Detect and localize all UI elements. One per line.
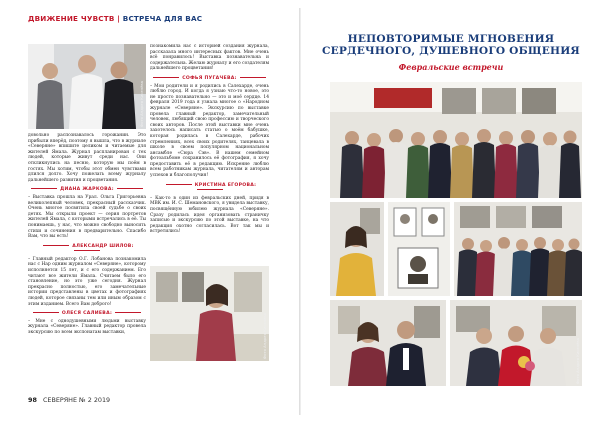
speaker-name: СОФЬЯ ПУГАЧЕВА:	[150, 76, 269, 82]
running-head-rubric: ВСТРЕЧА ДЛЯ ВАС	[122, 14, 203, 23]
quote-paragraph: – Как-то в один из февральских дней, придя в МВК им. И. С. Шемановского, я увидела выставку, посвящённую юбилею журнала «Северяне». Сразу родилась идея организовать страничку записью и экскурсию по этой выставке, на что редакция охотно согласилась. Вот так мы и встретились!	[150, 195, 269, 235]
speaker-name: АЛЕКСАНДР ШИЛОВ:	[28, 244, 146, 255]
photo-credit: Фото Андрея Киселёва	[262, 312, 267, 359]
quote-paragraph: – Главный редактор О.Г. Лобанова познакомила нас с Нар одним журналом «Северяне», которому исполняется 15 лет, и с его содержанием. Его читают все жители Ямала. Считаем было его становление, но это уже сегодня. Журнал прекрасно полностью, его замечательные истории представлены в цветах и фотографиях людей, которое связаны тем или иным образом с этим изданием. Всего Вам доброго!	[28, 256, 146, 307]
folio	[28, 396, 110, 404]
headline-line-1: НЕПОВТОРИМЫЕ МГНОВЕНИЯ	[347, 33, 555, 45]
running-head-separator: |	[117, 14, 121, 23]
page-gutter	[299, 8, 301, 415]
intro-paragraph: познакомила нас с историей создания журнала, рассказала много интересных фактов. Мне очень всё понравилось! Выставка познавательна и содержательна. Желаю журналу и его создателям дальнейшего процветания!	[150, 44, 269, 72]
photo-women-bouquet-image	[450, 300, 582, 386]
intro-paragraph: довольно распознавалось горожанин. Это прибыли вперёд, поэтому я вышла, что в журнале «Северяне» впишите целиком и читаемые для жителей Ямала. Журнал распланирован с тех людей, которые живут среди нас. Они откликнулись на песню, которую мы поём в гостях. Мы хотим, чтобы этот обмен чувствами длился долго. Хочу пожелать всему журналу дальнейшего развития и процветания.	[28, 133, 146, 183]
magazine-issue: СЕВЕРЯНЕ № 2 2019	[42, 396, 111, 404]
quote-paragraph: – Мне с однодушевными людьми выставку журнала «Северяне». Главный редактор провела экскурсию по всем экспонатам выставки,	[28, 318, 146, 335]
photo-young-visitors	[28, 44, 146, 129]
group-people	[340, 129, 581, 198]
left-column-1	[28, 133, 146, 337]
page-number: 98	[28, 396, 37, 404]
photo-women-bouquet	[450, 300, 582, 386]
subhead: Февральские встречи	[398, 62, 504, 72]
photo-group-exhibition-image	[330, 82, 582, 198]
photo-group-second-image	[454, 202, 582, 296]
photo-woman-yellow-image	[330, 202, 384, 296]
speaker-name: ДИАНА ЖАРКОВА:	[28, 187, 146, 193]
photo-framed-portraits-image	[388, 202, 450, 296]
photo-credit: Фото Андрея Киселёва	[575, 337, 580, 384]
photo-couple	[330, 300, 446, 386]
photo-credit: Фото Андрея Киселёва	[139, 80, 144, 127]
headline	[318, 33, 584, 58]
photo-young-visitors-image	[28, 44, 146, 129]
running-head-section: ДВИЖЕНИЕ ЧУВСТВ	[28, 14, 115, 23]
photo-woman-yellow	[330, 202, 384, 296]
photo-group-second	[454, 202, 582, 296]
speaker-name: ОЛЕСЯ САЛИЕВА:	[28, 311, 146, 317]
photo-couple-image	[330, 300, 446, 386]
speaker-name: КРИСТИНА ЕГОРОВА:	[150, 183, 269, 194]
photo-woman-at-exhibition-image	[150, 266, 269, 361]
headline-line-2: СЕРДЕЧНОГО, ДУШЕВНОГО ОБЩЕНИЯ	[322, 45, 580, 58]
photo-framed-portraits	[388, 202, 450, 296]
photo-woman-at-exhibition	[150, 266, 269, 361]
quote-paragraph: – Мои родители и я родились в Салехарде, очень люблю город. И когда я узнаю что-то новое, это не просто познавательно — это и моё сердце. 14 февраля 2019 года я узнала многое о «Народном журнале «Северяне». Экскурсию по выставке провела главный редактор, замечательный человек, любящий свою профессию и творческого своих авторов. После этой выставки мне очень захотелось написать статью о моём бабушке, которая родилась в Салехарде, рабочих стремлениях, всех своих родителях, танцевала в школе в своем популярном национальном ансамбле «Сюра Сэв». В нашем семейном фотоальбоме сохранилось её фотография, я хочу предоставить её в редакцию. Искренне люблю всем работникам журнала, читателям и авторам успехов и благополучия!	[150, 83, 269, 179]
quote-paragraph: – Выставка прошла на Урал. Ольга Григорьевна великолепный человек, прекрасный рассказчик. Очень многое посвятила своей судьбе о своих детях. Мы открыли проект — серия портретов жителей Ямала, с которыми встречались в её. Ты понимаешь, у нас, что можно свободно выносить стихи и сочинения в предварительно. Спасибо Вам, что вы есть!	[28, 194, 146, 240]
running-head	[28, 14, 202, 23]
photo-group-exhibition	[330, 82, 582, 198]
left-column-2	[150, 44, 269, 262]
